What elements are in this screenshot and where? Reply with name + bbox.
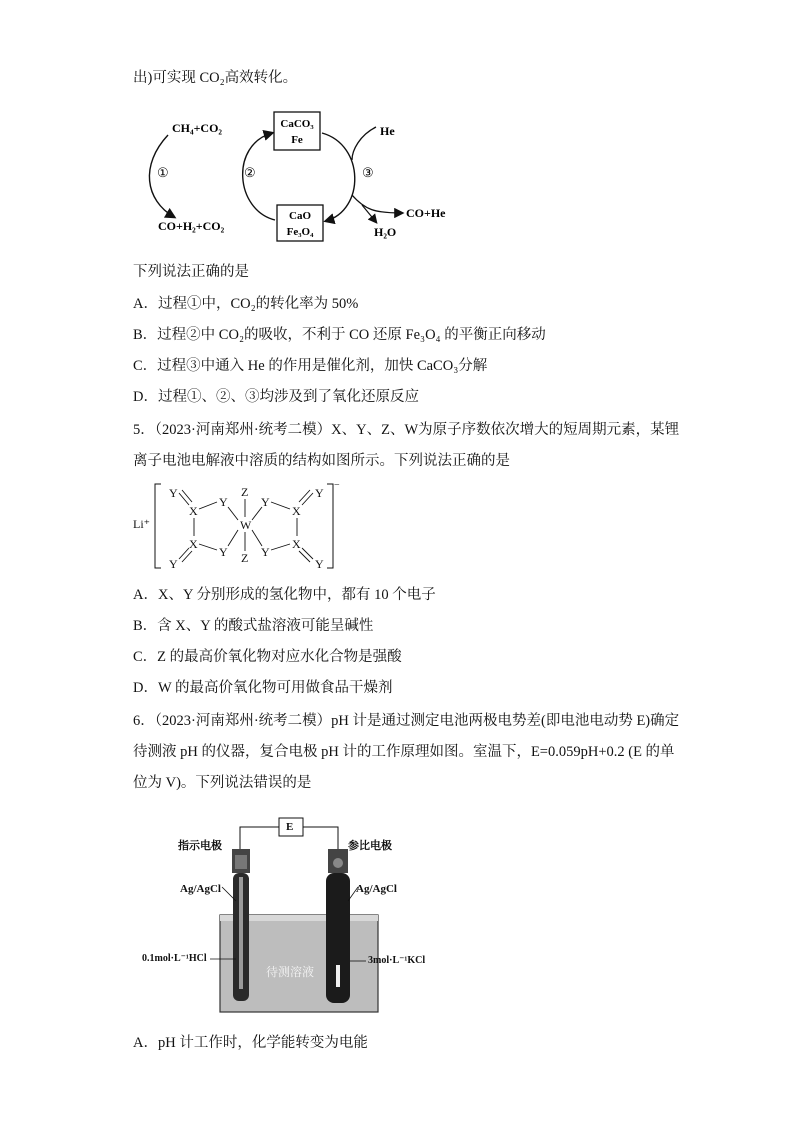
li-ion-label: Li⁺ xyxy=(133,517,150,531)
step1-label: ① xyxy=(157,165,169,180)
atom-z-bottom: Z xyxy=(241,551,249,565)
q5-option-b: B．含 X、Y 的酸式盐溶液可能呈碱性 xyxy=(133,618,374,634)
q6-option-a: A．pH 计工作时，化学能转变为电能 xyxy=(133,1035,368,1051)
atom-x-lower-left: X xyxy=(189,537,198,551)
q5-option-d: D．W 的最高价氧化物可用做食品干燥剂 xyxy=(133,680,393,696)
cycle-co-h2-co2: CO+H₂+CO₂ xyxy=(158,219,225,233)
indicator-electrode-label: 指示电极 xyxy=(178,840,222,852)
q4-option-c: C．过程③中通入 He 的作用是催化剂，加快 CaCO₃分解 xyxy=(133,358,488,374)
q5-option-c: C．Z 的最高价氧化物对应水化合物是强酸 xyxy=(133,649,402,665)
atom-y-outer-lr: Y xyxy=(315,557,324,571)
q5-option-a: A．X、Y 分别形成的氢化物中，都有 10 个电子 xyxy=(133,587,436,603)
atom-y-bridge-ul: Y xyxy=(219,495,228,509)
atom-y-outer-ul: Y xyxy=(169,486,178,500)
atom-z-top: Z xyxy=(241,485,249,499)
wire xyxy=(303,827,338,849)
arrow-step3 xyxy=(322,133,355,221)
box-bot-line2: Fe₃O₄ xyxy=(286,226,314,238)
reference-electrode-label: 参比电极 xyxy=(348,840,392,852)
q6-line3: 位为 V)。下列说法错误的是 xyxy=(133,775,312,791)
arrow-h2o xyxy=(362,205,376,222)
q4-option-b: B．过程②中 CO₂的吸收，不利于 CO 还原 Fe₃O₄ 的平衡正向移动 xyxy=(133,327,546,343)
q4-option-a: A．过程①中，CO₂的转化率为 50% xyxy=(133,296,359,312)
step3-label: ③ xyxy=(362,165,374,180)
h2o-label: H₂O xyxy=(374,225,397,239)
atom-x-upper-right: X xyxy=(292,504,301,518)
ph-meter-figure xyxy=(140,815,440,1015)
atom-y-bridge-ll: Y xyxy=(219,545,228,559)
agagcl-right-label: Ag/AgCl xyxy=(356,883,397,895)
cycle-ch4-co2: CH₄+CO₂ xyxy=(172,121,223,135)
co2-cycle-diagram xyxy=(140,105,480,250)
agagcl-left-label: Ag/AgCl xyxy=(180,883,221,895)
q5-line2: 离子电池电解液中溶质的结构如图所示。下列说法正确的是 xyxy=(133,453,510,469)
atom-y-outer-ll: Y xyxy=(169,557,178,571)
intro-line: 出)可实现 CO₂高效转化。 xyxy=(133,70,298,86)
box-top-line2: Fe xyxy=(291,134,303,146)
kcl-label: 3mol·L⁻¹KCl xyxy=(368,955,426,966)
lithium-salt-structure xyxy=(133,480,343,572)
co-he-label: CO+He xyxy=(406,206,446,220)
atom-y-bridge-lr: Y xyxy=(261,545,270,559)
atom-y-outer-ur: Y xyxy=(315,486,324,500)
box-bot-line1: CaO xyxy=(289,210,311,222)
q4-stem: 下列说法正确的是 xyxy=(133,264,249,280)
step2-label: ② xyxy=(244,165,256,180)
atom-y-bridge-ur: Y xyxy=(261,495,270,509)
arrow-co-he xyxy=(352,195,402,213)
solution-label: 待测溶液 xyxy=(266,965,315,979)
q5-line1: 5．（2023·河南郑州·统考二模）X、Y、Z、W为原子序数依次增大的短周期元素，某锂 xyxy=(133,422,680,438)
arrow-he xyxy=(352,127,376,160)
atom-x-lower-right: X xyxy=(292,537,301,551)
e-label: E xyxy=(286,821,294,833)
box-top-line1: CaCO₃ xyxy=(280,118,314,130)
atom-x-upper-left: X xyxy=(189,504,198,518)
q6-line2: 待测液 pH 的仪器，复合电极 pH 计的工作原理如图。室温下，E=0.059pH+0.2 (E 的单 xyxy=(133,744,675,760)
hcl-label: 0.1mol·L⁻¹HCl xyxy=(142,953,207,964)
wire xyxy=(240,827,279,849)
q4-option-d: D．过程①、②、③均涉及到了氧化还原反应 xyxy=(133,389,419,405)
he-label: He xyxy=(380,124,395,138)
atom-w: W xyxy=(240,518,252,532)
q6-line1: 6．（2023·河南郑州·统考二模）pH 计是通过测定电池两极电势差(即电池电动势 E)确定 xyxy=(133,713,680,729)
charge-label: − xyxy=(334,480,340,491)
